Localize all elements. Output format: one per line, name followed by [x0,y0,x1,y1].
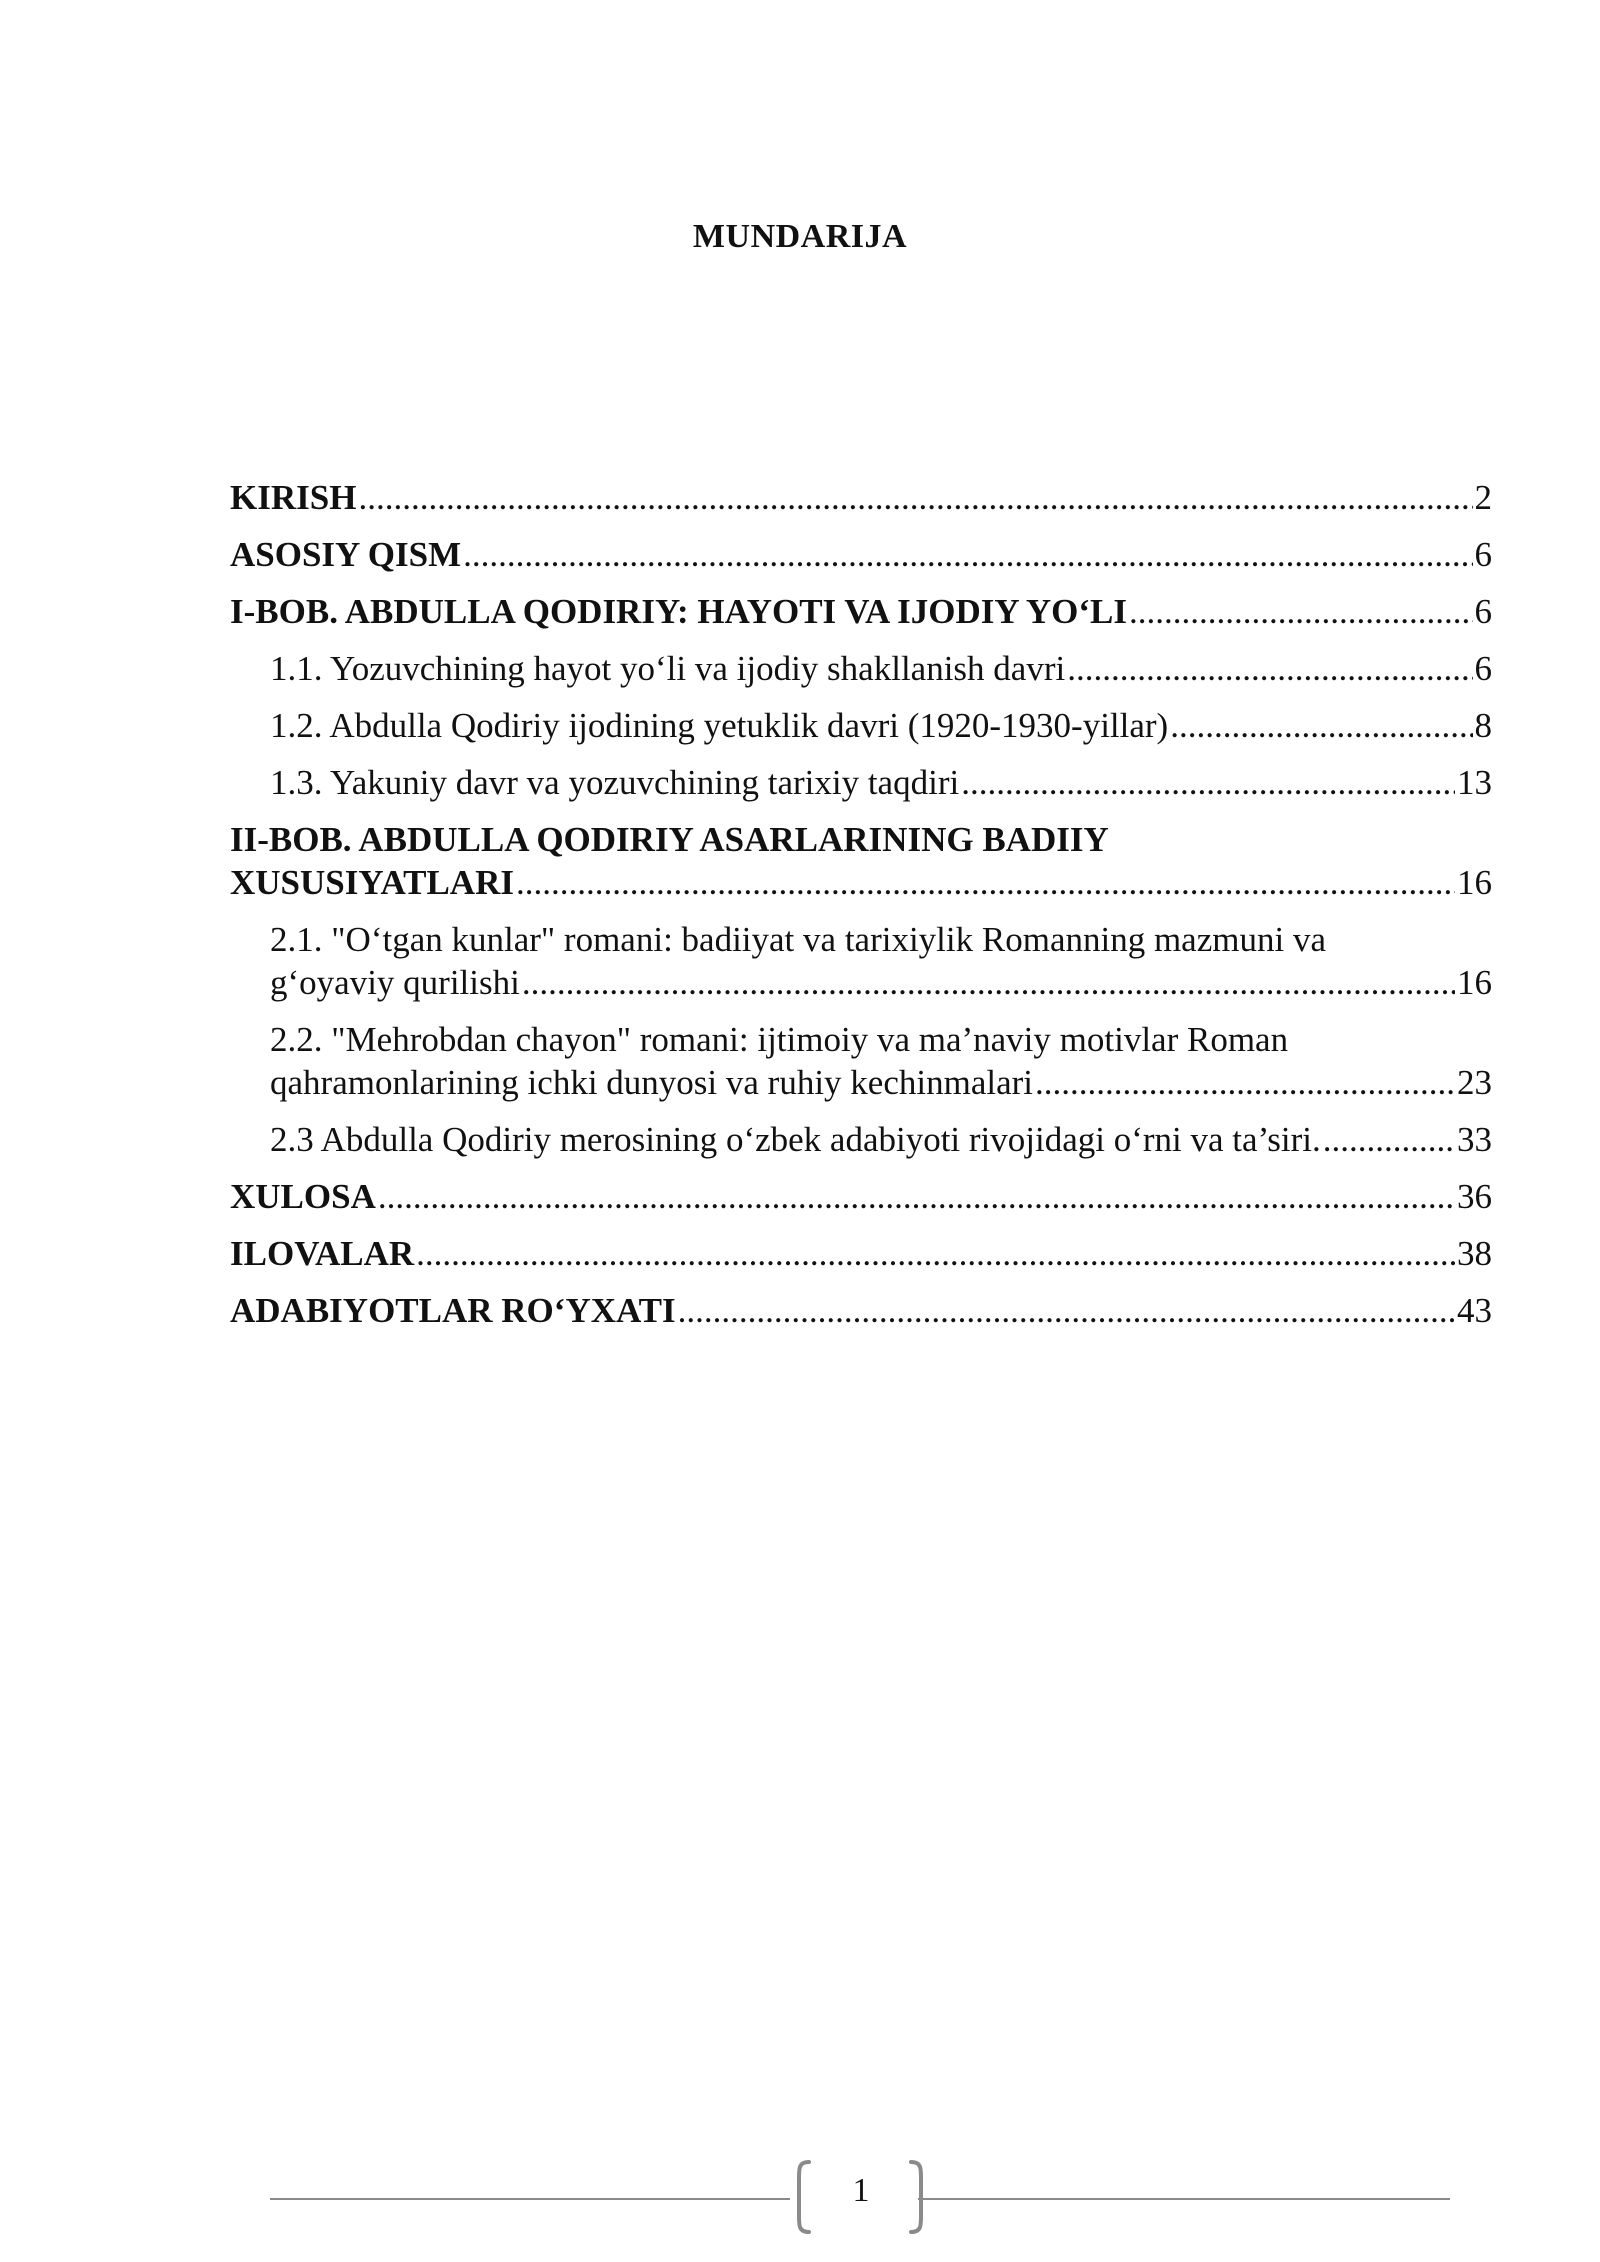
dot-leader [358,476,1472,519]
toc-entry-section-2-3[interactable] [230,1118,1492,1161]
toc-entry-label: g‘oyaviy qurilishi [270,963,520,1002]
toc-entry-label: 1.3. Yakuniy davr va yozuvchining tarixiy taqdiri [270,763,960,802]
toc-entry-label: ILOVALAR [230,1234,415,1273]
toc-entry-page: 2 [1474,478,1492,517]
toc-entry-chapter-1[interactable] [230,590,1492,633]
toc-entry-label: I-BOB. ABDULLA QODIRIY: HAYOTI VA IJODIY YO‘LI [230,592,1127,631]
toc-entry-kirish[interactable] [230,476,1492,519]
dot-leader [1129,590,1473,633]
toc-entry-page: 6 [1474,535,1492,574]
footer-rule-left [270,2198,790,2200]
toc-entry-label: XUSUSIYATLARI [230,863,514,902]
toc-entry-label: 1.1. Yozuvchining hayot yo‘li va ijodiy shakllanish davri [270,649,1066,688]
toc-entry-section-1-2[interactable] [230,704,1492,747]
toc-entry-label: 2.3 Abdulla Qodiriy merosining o‘zbek adabiyoti rivojidagi o‘rni va ta’siri. [270,1120,1321,1159]
dot-leader [1323,1118,1455,1161]
dot-leader [1067,647,1472,690]
dot-leader [1170,704,1472,747]
toc-entry-page: 16 [1457,963,1492,1002]
toc-entry-label: ASOSIY QISM [230,535,462,574]
toc-entry-page: 16 [1457,863,1492,902]
page-footer [270,2158,1450,2238]
toc-entry-page: 43 [1457,1291,1492,1330]
toc-entry-page: 13 [1457,763,1492,802]
dot-leader [522,961,1455,1004]
toc-entry-label: KIRISH [230,478,357,517]
toc-entry-label: XULOSA [230,1177,376,1216]
toc-entry-page: 23 [1457,1063,1492,1102]
table-of-contents [230,476,1492,1346]
left-brace-icon [794,2160,812,2234]
dot-leader [516,861,1455,904]
toc-entry-section-2-2[interactable] [230,1018,1492,1104]
toc-entry-label-line1: II-BOB. ABDULLA QODIRIY ASARLARINING BADIIY [230,820,1109,859]
toc-entry-label-line1: 2.1. "O‘tgan kunlar" romani: badiiyat va tarixiylik Romanning mazmuni va [270,920,1326,959]
toc-entry-section-1-3[interactable] [230,761,1492,804]
toc-entry-asosiy-qism[interactable] [230,533,1492,576]
toc-entry-label: ADABIYOTLAR RO‘YXATI [230,1291,676,1330]
page-number: 1 [852,2172,870,2209]
toc-entry-section-1-1[interactable] [230,647,1492,690]
dot-leader [463,533,1472,576]
toc-entry-page: 36 [1457,1177,1492,1216]
toc-entry-page: 6 [1474,592,1492,631]
toc-entry-chapter-2[interactable] [230,818,1492,904]
toc-entry-section-2-1[interactable] [230,918,1492,1004]
footer-rule-right [918,2198,1450,2200]
toc-entry-ilovalar[interactable] [230,1232,1492,1275]
dot-leader [416,1232,1455,1275]
dot-leader [1035,1061,1455,1104]
toc-entry-label: 1.2. Abdulla Qodiriy ijodining yetuklik davri (1920-1930-yillar) [270,706,1169,745]
page-title: MUNDARIJA [692,218,908,255]
toc-entry-label-line1: 2.2. "Mehrobdan chayon" romani: ijtimoiy va ma’naviy motivlar Roman [270,1020,1289,1059]
toc-entry-adabiyotlar[interactable] [230,1289,1492,1332]
dot-leader [678,1289,1455,1332]
toc-entry-page: 6 [1474,649,1492,688]
right-brace-icon [908,2160,926,2234]
toc-entry-page: 38 [1457,1234,1492,1273]
toc-entry-page: 33 [1457,1120,1492,1159]
toc-entry-label: qahramonlarining ichki dunyosi va ruhiy kechinmalari [270,1063,1033,1102]
dot-leader [378,1175,1455,1218]
toc-entry-xulosa[interactable] [230,1175,1492,1218]
dot-leader [961,761,1455,804]
toc-entry-page: 8 [1474,706,1492,745]
